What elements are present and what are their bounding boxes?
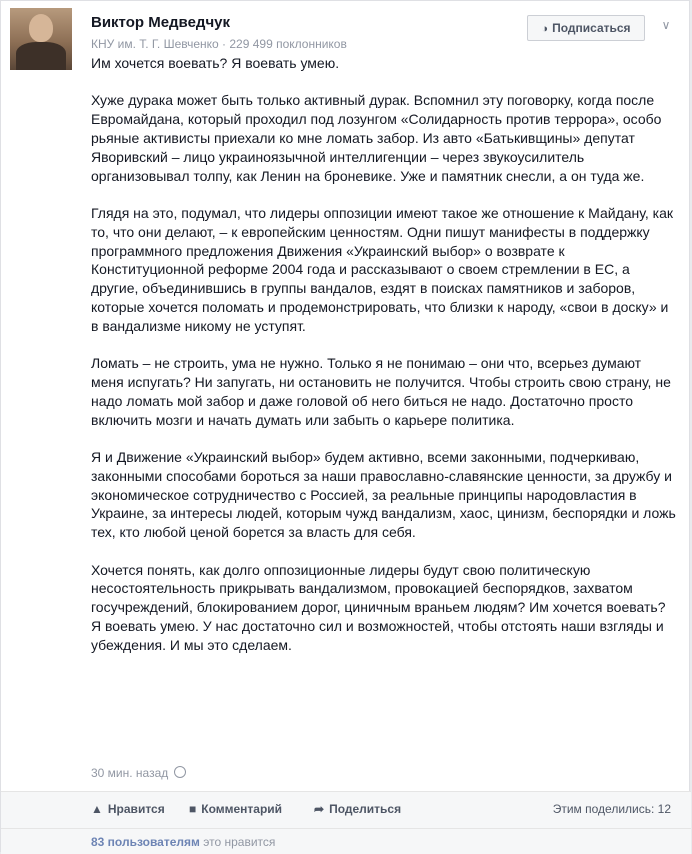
like-button[interactable] [91, 802, 165, 816]
comment-button[interactable] [189, 802, 282, 816]
share-label: Поделиться [329, 802, 402, 816]
subscribe-button[interactable] [527, 15, 645, 41]
comment-label: Комментарий [201, 802, 283, 816]
post-timestamp[interactable] [91, 766, 186, 780]
post-paragraph: Глядя на это, подумал, что лидеры оппозиции имеют такое же отношение к Майдану, как то, что они делают, – к европейским ценностям. Одни пишут манифесты в поддержку программного предложения Движения «Украинский выбор» о возврате к Конституционной реформе 2004 года и рассказывают о своем стремлении в ЕС, а другие, объединившись в группы вандалов, ездят в поисках памятников и заборов, которые хочется поломать и продемонстрировать, что близки к народу, «свои в доску» и в вандализме никому не уступят. [91, 204, 674, 334]
action-bar [1, 791, 691, 829]
post-paragraph: Ломать – не строить, ума не нужно. Только я не понимаю – они что, всерьез думают меня испугать? Ни запугать, ни остановить не получится. Чтобы строить свою страну, не надо ломать мой забор и даже головой об него биться не надо. Достаточно просто включить мозги и начать думать или забыть о карьере политика. [91, 355, 671, 428]
post-paragraph: Им хочется воевать? Я воевать умею. [91, 55, 340, 71]
rss-icon: ◑ [541, 23, 549, 35]
likes-suffix: это нравится [203, 835, 276, 849]
post-paragraph: Хуже дурака может быть только активный дурак. Вспомнил эту поговорку, когда после Евромайдана, который проходил под лозунгом «Солидарность против террора», особо рьяные активисты приехали ко мне ломать забор. Из авто «Батькивщины» депутат Яворивский – лицо украиноязычной интеллигенции – через звукоусилитель организовывал толпу, как Ленин на броневике. Уже и памятник снесли, а он туда же. [91, 92, 662, 184]
post-paragraph: Хочется понять, как долго оппозиционные лидеры будут свою политическую несостоятельность прикрывать вандализмом, провокацией беспорядков, захватом госучреждений, блокированием дорог, циничным враньем людям? Им хочется воевать? Я воевать умею. У нас достаточно сил и возможностей, чтобы отстоять наши взгляды и убеждения. И мы это сделаем. [91, 561, 666, 653]
post-paragraph: Я и Движение «Украинский выбор» будем активно, всеми законными, подчеркиваю, законными способами бороться за наши православно-славянские ценности, за дружбу и экономическое сотрудничество с Россией, за реальные принципы народовластия в Украине, за интересы людей, которым чужд вандализм, хаос, цинизм, беспорядки и ложь тех, кто любой ценой борется за власть для себя. [91, 448, 676, 541]
timestamp-text: 30 мин. назад [91, 766, 169, 780]
likes-text [91, 835, 275, 849]
share-button[interactable] [314, 802, 401, 816]
thumbs-up-icon: ▲ [91, 802, 103, 816]
avatar-head [29, 14, 53, 42]
chevron-down-icon[interactable]: ∨ [661, 18, 671, 32]
share-arrow-icon: ➦ [314, 802, 325, 816]
globe-icon [174, 766, 186, 778]
likes-summary [1, 828, 691, 854]
comment-icon: ■ [189, 802, 197, 816]
subscribe-label: Подписаться [552, 21, 631, 35]
avatar-body [16, 42, 66, 70]
likes-count-link[interactable]: 83 пользователям [91, 835, 200, 849]
author-name[interactable]: Виктор Медведчук [91, 14, 231, 31]
post-text [91, 54, 676, 673]
like-label: Нравится [107, 802, 165, 816]
author-meta: КНУ им. Т. Г. Шевченко · 229 499 поклонников [91, 37, 347, 51]
share-count[interactable]: Этим поделились: 12 [552, 802, 671, 816]
author-avatar[interactable] [10, 8, 72, 70]
